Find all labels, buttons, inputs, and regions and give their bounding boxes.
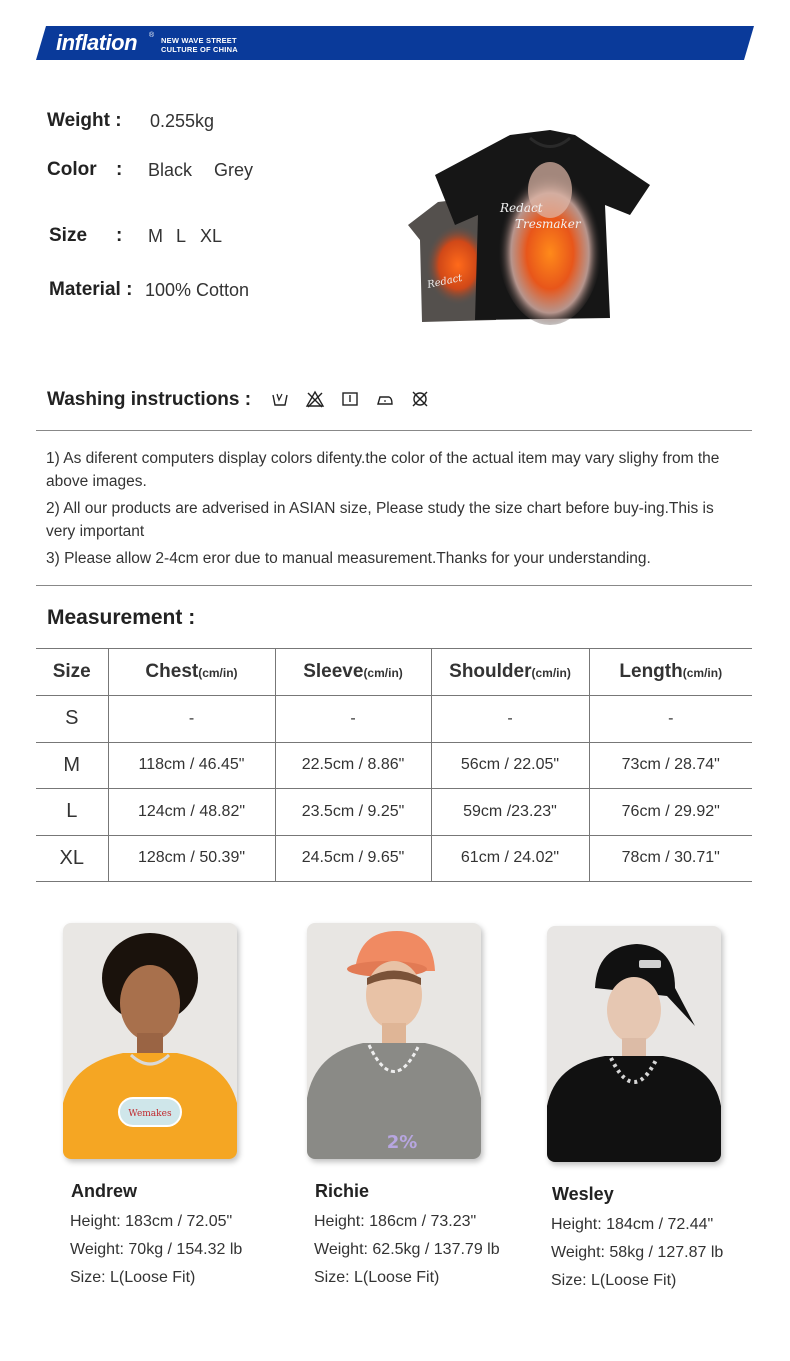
header-size: Size [36, 649, 108, 696]
grey-tee-print: Redact [426, 272, 464, 291]
cell-size: S [36, 696, 108, 743]
size-value-m: M [148, 226, 163, 246]
cell-shoulder: - [431, 696, 589, 743]
product-image [400, 130, 655, 325]
weight-label: Weight : [47, 110, 122, 131]
brand-banner [36, 26, 754, 60]
cell-chest: 124cm / 48.82" [108, 789, 275, 836]
model-name-richie: Richie [315, 1181, 370, 1201]
header-shoulder: Shoulder(cm/in) [431, 649, 589, 696]
color-colon: : [116, 159, 123, 180]
table-row [36, 835, 752, 882]
tumble-dry-icon [340, 390, 360, 408]
color-value-grey: Grey [214, 160, 254, 180]
black-tee-print-2: Tresmaker [515, 217, 581, 231]
model-size-wesley: Size: L(Loose Fit) [551, 1272, 677, 1289]
measurement-table [36, 648, 752, 882]
banner-background [36, 26, 754, 60]
brand-registered-mark: ® [149, 32, 155, 39]
model-weight-wesley: Weight: 58kg / 127.87 lb [551, 1244, 724, 1261]
cell-sleeve: 23.5cm / 9.25" [275, 789, 431, 836]
do-not-dry-clean-icon [410, 390, 430, 408]
model-illustration [63, 923, 237, 1159]
weight-value: 0.255kg [150, 111, 215, 131]
header-sleeve: Sleeve(cm/in) [275, 649, 431, 696]
divider [36, 585, 752, 586]
cell-length: 73cm / 28.74" [589, 742, 752, 789]
model-size-andrew: Size: L(Loose Fit) [70, 1269, 196, 1286]
model-photo-wesley [547, 926, 721, 1162]
shirt-badge: 2% [386, 1132, 418, 1153]
washing-label: Washing instructions : [47, 389, 252, 410]
cell-length: - [589, 696, 752, 743]
cell-shoulder: 59cm /23.23" [431, 789, 589, 836]
cell-sleeve: 24.5cm / 9.65" [275, 835, 431, 882]
brand-logo: inflation [56, 30, 138, 55]
note-2: 2) All our products are adverised in ASIAN size, Please study the size chart before buy-ing.This is very important [46, 500, 714, 540]
do-not-bleach-icon [305, 390, 325, 408]
table-row [36, 742, 752, 789]
cell-sleeve: - [275, 696, 431, 743]
model-height-andrew: Height: 183cm / 72.05" [70, 1213, 233, 1230]
cell-shoulder: 56cm / 22.05" [431, 742, 589, 789]
color-label: Color [47, 159, 97, 180]
model-height-wesley: Height: 184cm / 72.44" [551, 1216, 714, 1233]
model-illustration [547, 926, 721, 1162]
model-weight-richie: Weight: 62.5kg / 137.79 lb [314, 1241, 500, 1258]
model-illustration [307, 923, 481, 1159]
size-value-l: L [176, 226, 187, 246]
brand-tagline [161, 36, 238, 54]
iron-icon [375, 390, 395, 408]
cell-sleeve: 22.5cm / 8.86" [275, 742, 431, 789]
cell-size: M [36, 742, 108, 789]
shirt-badge: Wemakes [128, 1109, 172, 1119]
cell-chest: - [108, 696, 275, 743]
cell-chest: 128cm / 50.39" [108, 835, 275, 882]
table-header-row [36, 649, 752, 696]
size-colon: : [116, 225, 123, 246]
washing-icons [270, 390, 430, 408]
table-row [36, 789, 752, 836]
header-chest: Chest(cm/in) [108, 649, 275, 696]
table-row [36, 696, 752, 743]
size-label: Size [49, 225, 88, 246]
measurement-title: Measurement : [47, 606, 196, 629]
model-photo-richie [307, 923, 481, 1159]
note-1: 1) As diferent computers display colors difenty.the color of the actual item may vary slighy from the above images. [46, 450, 720, 490]
cell-length: 78cm / 30.71" [589, 835, 752, 882]
cell-length: 76cm / 29.92" [589, 789, 752, 836]
model-weight-andrew: Weight: 70kg / 154.32 lb [70, 1241, 243, 1258]
model-name-wesley: Wesley [552, 1184, 614, 1204]
note-3: 3) Please allow 2-4cm eror due to manual measurement.Thanks for your understanding. [46, 550, 651, 567]
tagline-line-1: NEW WAVE STREET [161, 36, 237, 45]
cell-chest: 118cm / 46.45" [108, 742, 275, 789]
color-value-black: Black [148, 160, 193, 180]
model-height-richie: Height: 186cm / 73.23" [314, 1213, 477, 1230]
cell-size: L [36, 789, 108, 836]
black-tee-print-1: Redact [500, 201, 543, 215]
model-photo-andrew [63, 923, 237, 1159]
material-label: Material : [49, 279, 133, 300]
model-size-richie: Size: L(Loose Fit) [314, 1269, 440, 1286]
cell-shoulder: 61cm / 24.02" [431, 835, 589, 882]
hand-wash-icon [270, 390, 290, 408]
model-name-andrew: Andrew [71, 1181, 138, 1201]
header-length: Length(cm/in) [589, 649, 752, 696]
divider [36, 430, 752, 431]
size-value-xl: XL [200, 226, 223, 246]
tagline-line-2: CULTURE OF CHINA [161, 45, 238, 54]
material-value: 100% Cotton [145, 280, 250, 300]
cell-size: XL [36, 835, 108, 882]
